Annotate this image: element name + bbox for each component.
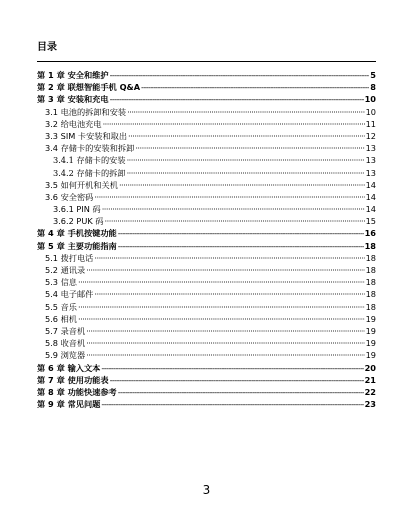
toc-entry[interactable] [37, 106, 376, 118]
dot-leader [118, 240, 364, 252]
toc-entry-page: 14 [365, 204, 376, 215]
dot-leader [94, 288, 364, 300]
toc-entry-page: 21 [364, 374, 376, 385]
title-rule [37, 61, 376, 62]
toc-entry-page: 13 [365, 167, 376, 178]
toc-entry-label: 5.2 通讯录 [45, 265, 86, 275]
toc-list [37, 69, 376, 410]
toc-entry[interactable] [37, 313, 376, 325]
toc-entry-label: 第 2 章 联想智能手机 Q&A [37, 82, 141, 93]
dot-leader [118, 386, 364, 398]
toc-entry[interactable] [37, 252, 376, 264]
toc-entry-page: 13 [365, 155, 376, 166]
toc-entry-label: 5.1 拨打电话 [45, 252, 94, 263]
dot-leader [127, 154, 365, 166]
toc-entry-label: 5.4 电子邮件 [45, 289, 94, 300]
toc-entry-label: 5.7 录音机 [45, 325, 86, 336]
toc-entry-page: 5 [370, 70, 376, 80]
dot-leader [86, 337, 364, 349]
toc-entry-label: 5.6 相机 [45, 313, 77, 324]
toc-entry[interactable] [37, 81, 376, 93]
dot-leader [127, 167, 365, 179]
toc-entry-page: 19 [365, 338, 376, 349]
toc-entry-label: 5.8 收音机 [45, 338, 86, 349]
toc-entry-page: 10 [364, 94, 376, 105]
toc-entry-page: 16 [364, 228, 376, 239]
toc-entry-label: 3.4.2 存储卡的拆卸 [53, 167, 126, 178]
toc-entry[interactable] [37, 362, 376, 374]
toc-entry-page: 19 [365, 325, 376, 336]
toc-entry[interactable] [37, 301, 376, 313]
dot-leader [78, 301, 365, 313]
toc-entry[interactable] [37, 69, 376, 81]
dot-leader [94, 252, 364, 264]
dot-leader [101, 362, 363, 374]
toc-entry-page: 14 [365, 191, 376, 202]
dot-leader [110, 93, 364, 105]
toc-entry[interactable] [37, 154, 376, 166]
document-page [37, 0, 376, 517]
toc-entry[interactable] [37, 264, 376, 276]
toc-entry[interactable] [37, 203, 376, 215]
toc-entry[interactable] [37, 191, 376, 203]
dot-leader [118, 227, 364, 239]
toc-entry-page: 10 [365, 106, 376, 117]
toc-entry[interactable] [37, 227, 376, 239]
toc-entry-label: 第 1 章 安全和维护 [37, 70, 109, 80]
toc-entry-page: 12 [365, 130, 376, 141]
toc-entry[interactable] [37, 118, 376, 130]
toc-entry[interactable] [37, 398, 376, 410]
toc-entry[interactable] [37, 240, 376, 252]
toc-entry-label: 第 8 章 功能快速参考 [37, 386, 117, 397]
toc-entry[interactable] [37, 288, 376, 300]
dot-leader [94, 191, 364, 203]
toc-entry-label: 3.5 如何开机和关机 [45, 179, 118, 190]
toc-entry[interactable] [37, 93, 376, 105]
dot-leader [78, 276, 365, 288]
toc-entry-label: 3.6.2 PUK 码 [53, 216, 104, 227]
toc-entry[interactable] [37, 386, 376, 398]
dot-leader [86, 325, 364, 337]
toc-entry-page: 22 [364, 386, 376, 397]
toc-entry-page: 23 [364, 399, 376, 410]
toc-entry-label: 第 4 章 手机按键功能 [37, 228, 117, 239]
dot-leader [101, 398, 363, 410]
toc-entry[interactable] [37, 325, 376, 337]
toc-entry-label: 3.4.1 存储卡的安装 [53, 155, 126, 166]
toc-entry[interactable] [37, 215, 376, 227]
dot-leader [110, 69, 370, 81]
toc-entry-label: 第 3 章 安装和充电 [37, 94, 109, 105]
toc-entry-page: 20 [364, 362, 376, 373]
toc-entry-page: 18 [365, 252, 376, 263]
dot-leader [135, 142, 364, 154]
dot-leader [110, 374, 364, 386]
toc-entry-page: 19 [365, 313, 376, 324]
dot-leader [105, 215, 365, 227]
toc-entry[interactable] [37, 130, 376, 142]
dot-leader [119, 179, 365, 191]
toc-entry-label: 第 9 章 常见问题 [37, 399, 101, 410]
toc-entry-page: 11 [365, 118, 376, 129]
toc-entry-label: 3.4 存储卡的安装和拆卸 [45, 143, 135, 154]
dot-leader [86, 264, 364, 276]
toc-entry-page: 18 [365, 265, 376, 275]
toc-entry-page: 13 [365, 143, 376, 154]
toc-entry-page: 18 [365, 289, 376, 300]
dot-leader [128, 130, 365, 142]
toc-title: 目录 [37, 42, 57, 53]
toc-entry-label: 3.2 给电池充电 [45, 118, 102, 129]
page-number: 3 [202, 483, 211, 497]
toc-entry-label: 5.9 浏览器 [45, 350, 86, 361]
toc-entry-page: 18 [365, 301, 376, 312]
toc-entry[interactable] [37, 349, 376, 361]
toc-entry-label: 5.5 音乐 [45, 301, 77, 312]
dot-leader [86, 349, 364, 361]
dot-leader [141, 81, 369, 93]
toc-entry-page: 19 [365, 350, 376, 361]
toc-entry[interactable] [37, 142, 376, 154]
toc-entry-label: 第 6 章 输入文本 [37, 362, 101, 373]
toc-entry-label: 第 7 章 使用功能表 [37, 374, 109, 385]
dot-leader [102, 203, 365, 215]
toc-entry[interactable] [37, 337, 376, 349]
toc-entry-label: 3.6 安全密码 [45, 191, 94, 202]
toc-entry-page: 15 [365, 216, 376, 227]
toc-entry-page: 8 [370, 82, 376, 93]
toc-entry-label: 5.3 信息 [45, 277, 77, 288]
toc-entry[interactable] [37, 276, 376, 288]
toc-entry[interactable] [37, 374, 376, 386]
toc-entry-page: 18 [364, 240, 376, 251]
dot-leader [78, 313, 365, 325]
toc-entry-label: 3.6.1 PIN 码 [53, 204, 101, 215]
toc-entry[interactable] [37, 179, 376, 191]
toc-entry-page: 18 [365, 277, 376, 288]
dot-leader [127, 106, 364, 118]
toc-entry-label: 3.3 SIM 卡安装和取出 [45, 130, 128, 141]
dot-leader [103, 118, 365, 130]
toc-entry[interactable] [37, 167, 376, 179]
toc-entry-label: 3.1 电池的拆卸和安装 [45, 106, 127, 117]
toc-entry-label: 第 5 章 主要功能指南 [37, 240, 117, 251]
toc-entry-page: 14 [365, 179, 376, 190]
